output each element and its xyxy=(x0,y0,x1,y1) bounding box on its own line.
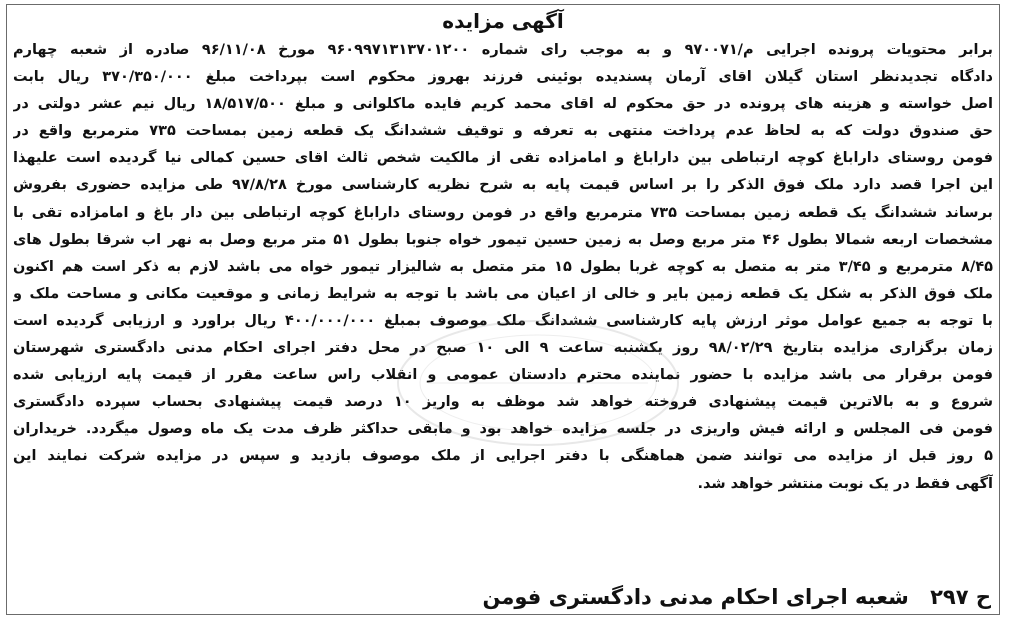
notice-line: زمان برگزاری مزایده بتاریخ ۹۸/۰۲/۲۹ روز یکشنبه ساعت ۹ الی ۱۰ صبح در محل دفتر اجرای احکام مدنی دادگستری شهرستان xyxy=(13,340,993,357)
notice-line: آگهی فقط در یک نوبت منتشر خواهد شد. xyxy=(697,475,993,492)
notice-line: دادگاه تجدیدنظر استان گیلان اقای آرمان پسندیده بوئینی فرزند بهروز محکوم است بپرداخت مبلغ ۳۷۰/۳۵۰/۰۰۰ ریال بابت xyxy=(13,69,993,86)
notice-line: برابر محتویات پرونده اجرایی م/۹۷۰۰۷۱ و به موجب رای شماره ۹۶۰۹۹۷۱۳۱۳۷۰۱۲۰۰ مورخ ۹۶/۱۱/۰۸ صادره از شعبه چهارم xyxy=(13,42,993,58)
notice-line: ۸/۴۵ مترمربع و ۳/۴۵ متر به متصل به کوچه غربا بطول ۱۵ متر متصل به شالیزار تیمور خواه می باشد لازم به ذکر است هم اکنون xyxy=(13,258,993,275)
notice-line: فومن روستای داراباغ کوچه ارتباطی بین داراباغ و امامزاده تقی از مالکیت شخص ثالث اقای حسین کمالی نیا گردیده است علیهذا xyxy=(13,150,993,167)
notice-body xyxy=(13,37,993,498)
notice-line: فومن برقرار می باشد مزایده با حضور نماینده محترم دادستان عمومی و انقلاب راس ساعت مقرر از قیمت پایه ارزیابی شده xyxy=(13,367,993,384)
notice-code: ح ۲۹۷ xyxy=(930,585,991,609)
notice-line: شروع و به بالاترین قیمت پیشنهادی فروخته خواهد شد موظف به واریز ۱۰ درصد قیمت پیشنهادی بحساب سپرده دادگستری xyxy=(13,394,993,411)
notice-line: ملک فوق الذکر به شکل یک قطعه زمین بایر و خالی از اعیان می باشد با توجه به شرایط زمانی و موقعیت مکانی و مساحت ملک و xyxy=(13,285,993,302)
notice-line: اصل خواسته و هزینه های پرونده در حق محکوم له اقای محمد کریم فایده ماکلوانی و مبلغ ۱۸/۵۱۷/۵۰۰ ریال نیم عشر دولتی در xyxy=(13,96,993,113)
notice-title: آگهی مزایده xyxy=(442,9,564,33)
notice-line: حق صندوق دولت که به لحاظ عدم پرداخت منتهی به تعرفه و توقیف ششدانگ یک قطعه زمین بمساحت ۷۳۵ مترمربع واقع در xyxy=(13,123,993,140)
notice-line: ۵ روز قبل از مزایده می توانند ضمن هماهنگی با دفتر اجرایی از ملک موصوف بازدید و سپس در مزایده شرکت نمایند این xyxy=(13,448,993,465)
notice-line: فومن فی المجلس و ارائه فیش واریزی در جلسه مزایده خواهد بود و مابقی حداکثر ظرف مدت یک ماه وصول میگردد. خریداران xyxy=(13,421,993,438)
notice-signature xyxy=(15,582,991,612)
issuer-name: شعبه اجرای احکام مدنی دادگستری فومن xyxy=(482,585,909,609)
auction-notice xyxy=(6,4,1000,615)
notice-line: این اجرا قصد دارد ملک فوق الذکر را بر اساس قیمت پایه به شرح نظریه کارشناسی مورخ ۹۷/۸/۲۸ طی مزایده حضوری بفروش xyxy=(13,177,993,194)
notice-line: با توجه به جمیع عوامل موثر ارزش پایه کارشناسی ششدانگ ملک موصوف بمبلغ ۴۰۰/۰۰۰/۰۰۰ ریال براورد و ارزیابی گردیده است xyxy=(13,312,993,329)
notice-line: برساند ششدانگ یک قطعه زمین بمساحت ۷۳۵ مترمربع واقع در فومن روستای داراباغ کوچه ارتباطی بین دار باغ و امامزاده تقی با xyxy=(13,204,993,221)
notice-line: مشخصات اربعه شمالا بطول ۴۶ متر مربع وصل به زمین حسین تیمور خواه جنوبا بطول ۵۱ متر مربع وصل به نهر اب شرقا بطول های xyxy=(13,231,993,248)
